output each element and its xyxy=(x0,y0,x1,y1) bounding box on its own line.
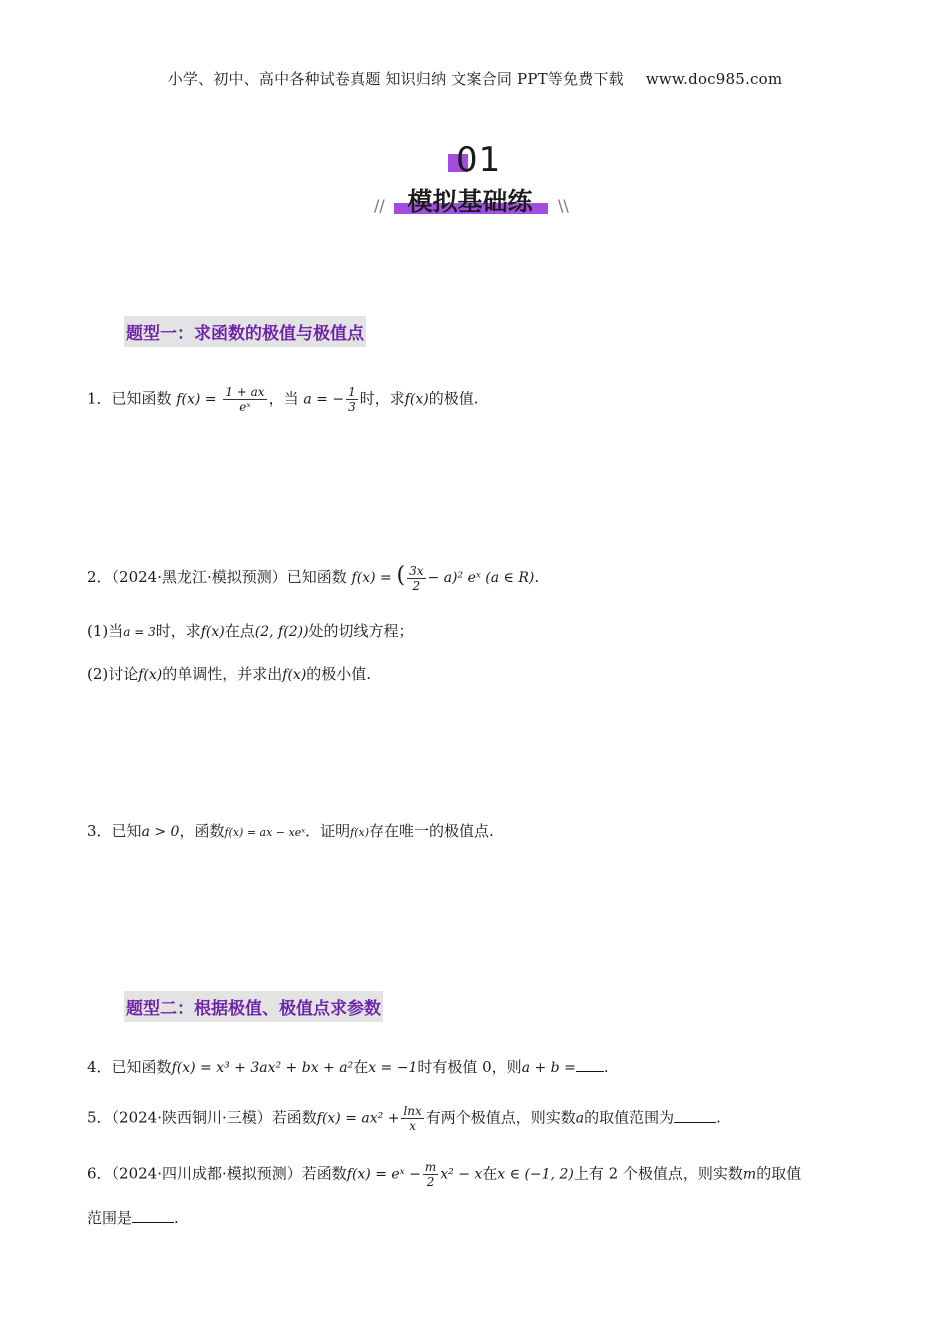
q1-formula: f(x) = xyxy=(176,391,217,408)
q3-formula: f(x) = ax − xeˣ xyxy=(224,826,306,839)
q1-text-c: 时，求 xyxy=(359,389,405,408)
q4-formula: f(x) = x³ + 3ax² + bx + a² xyxy=(171,1060,354,1076)
question-1 xyxy=(87,385,479,414)
q5-frac-den: x xyxy=(409,1119,416,1133)
q5-frac-num: lnx xyxy=(403,1104,422,1118)
q6-formula-rest: x² − x xyxy=(440,1166,483,1183)
q6-interval: x ∈ (−1, 2) xyxy=(497,1166,574,1183)
q3-number: 3． xyxy=(87,822,112,840)
q5-answer-blank[interactable] xyxy=(674,1122,716,1123)
q6-text-b: 在 xyxy=(482,1164,498,1183)
q3-text-c: ．证明 xyxy=(305,822,351,840)
q2-p1-point: (2, f(2)) xyxy=(254,624,309,640)
left-slash-decoration: // xyxy=(374,196,385,215)
q4-end: . xyxy=(603,1058,609,1076)
question-2-part-2 xyxy=(87,663,371,684)
q2-p1-fx: f(x) xyxy=(200,624,225,640)
question-5 xyxy=(87,1104,721,1133)
q2-p1-text-c: 在点 xyxy=(224,622,255,640)
q5-text-c: 的取值范围为 xyxy=(584,1108,675,1127)
q2-end: . xyxy=(534,568,540,586)
question-4 xyxy=(87,1056,609,1077)
section-badge xyxy=(370,140,580,220)
q2-number: 2． xyxy=(87,568,112,586)
question-6 xyxy=(87,1160,801,1189)
q2-p1-text-b: 时，求 xyxy=(155,622,201,640)
q6-frac-num: m xyxy=(424,1160,437,1174)
q2-p2-fx: f(x) xyxy=(138,667,163,683)
q6-var: m xyxy=(742,1166,757,1183)
q3-fx: f(x) xyxy=(350,826,370,839)
q6-end: . xyxy=(174,1209,179,1227)
q2-p2-text-c: 的极小值. xyxy=(306,665,372,683)
q2-p2-fx2: f(x) xyxy=(282,667,307,683)
q6-answer-blank[interactable] xyxy=(132,1222,174,1223)
section-title-1: 题型一：求函数的极值与极值点 xyxy=(124,316,366,347)
q5-var: a xyxy=(575,1110,585,1127)
q6-text-d: 的取值 xyxy=(756,1164,802,1183)
page-header xyxy=(0,68,950,89)
q1-fx: f(x) xyxy=(404,391,429,408)
q4-x: x = −1 xyxy=(368,1060,418,1076)
q4-answer-blank[interactable] xyxy=(576,1071,604,1072)
q3-text-b: ，函数 xyxy=(179,822,225,840)
q2-p2-text: (2)讨论 xyxy=(87,665,139,683)
q6-frac-den: 2 xyxy=(426,1175,435,1189)
question-3 xyxy=(87,820,494,841)
q1-frac-num: 1 + ax xyxy=(225,385,265,399)
q2-fraction xyxy=(407,564,425,593)
q5-formula: f(x) = ax² + xyxy=(316,1110,400,1127)
q2-frac-den: 2 xyxy=(412,578,421,593)
q5-text-b: 有两个极值点，则实数 xyxy=(425,1108,576,1127)
q6-line2: 范围是 xyxy=(87,1209,133,1227)
question-2: 2．（2024·黑龙江·模拟预测）已知函数 f(x) = ( $\frac{3x}{2}$ − a)² eˣ (a ∈ R). xyxy=(87,563,540,593)
q1-frac-den: eˣ xyxy=(239,400,251,414)
q2-p1-text-d: 处的切线方程； xyxy=(308,622,414,640)
q2-frac-num: 3x xyxy=(409,563,424,578)
q4-ab: a + b = xyxy=(521,1060,576,1076)
q3-text: 已知 xyxy=(111,822,142,840)
q5-number: 5． xyxy=(87,1108,112,1127)
q1-a-den: 3 xyxy=(348,400,356,414)
badge-number: 01 xyxy=(456,140,502,180)
q5-fraction xyxy=(401,1104,423,1133)
q4-text: 已知函数 xyxy=(111,1058,172,1076)
q1-text: 已知函数 xyxy=(111,389,172,408)
q1-a-num: 1 xyxy=(348,385,356,399)
q6-source: （2024·四川成都·模拟预测）若函数 xyxy=(111,1164,347,1183)
q4-number: 4． xyxy=(87,1058,112,1076)
q6-fraction xyxy=(423,1160,438,1189)
q6-formula: f(x) = eˣ − xyxy=(346,1166,421,1183)
q2-p1-cond: a = 3 xyxy=(123,625,156,639)
q2-p1-text: (1)当 xyxy=(87,622,124,640)
q4-text-b: 在 xyxy=(353,1058,369,1076)
header-text: 小学、初中、高中各种试卷真题 知识归纳 文案合同 PPT等免费下载 xyxy=(167,70,624,88)
q1-text-b: ，当 xyxy=(268,389,299,408)
q1-a-eq: a = − xyxy=(303,391,345,408)
q6-number: 6． xyxy=(87,1164,112,1183)
q1-number: 1． xyxy=(87,389,112,408)
badge-title: 模拟基础练 xyxy=(407,187,533,216)
q1-text-d: 的极值. xyxy=(428,389,479,408)
q3-text-d: 存在唯一的极值点. xyxy=(369,822,494,840)
q1-a-frac xyxy=(346,385,358,414)
question-2-part-1 xyxy=(87,620,414,641)
q6-text-c: 上有 2 个极值点，则实数 xyxy=(573,1164,743,1183)
q1-fraction xyxy=(223,385,266,414)
q2-source: （2024·黑龙江·模拟预测）已知函数 xyxy=(111,568,347,586)
section-title-2: 题型二：根据极值、极值点求参数 xyxy=(124,991,383,1022)
q5-end: . xyxy=(716,1108,721,1127)
question-6-line-2 xyxy=(87,1207,179,1228)
q4-text-c: 时有极值 0，则 xyxy=(417,1058,522,1076)
q2-formula: f(x) = xyxy=(351,570,392,586)
q3-cond: a > 0 xyxy=(141,824,180,840)
q2-formula-rest: − a)² eˣ (a ∈ R) xyxy=(427,570,535,586)
q2-p2-text-b: 的单调性，并求出 xyxy=(162,665,283,683)
right-slash-decoration: \\ xyxy=(558,196,569,215)
header-site: www.doc985.com xyxy=(645,70,783,88)
q5-source: （2024·陕西铜川·三模）若函数 xyxy=(111,1108,317,1127)
